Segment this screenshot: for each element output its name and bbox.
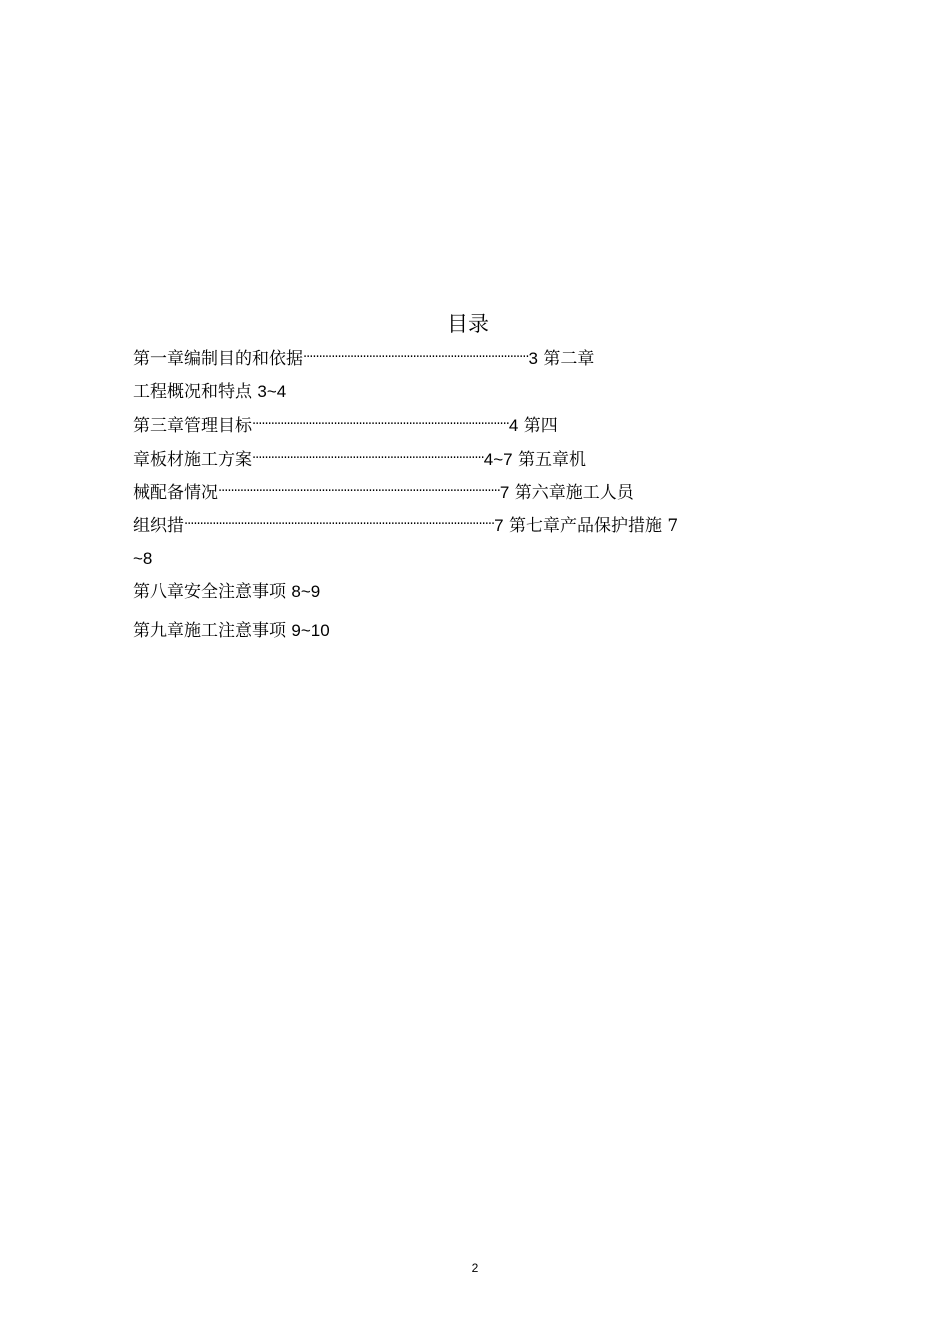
toc-line-continuation: 第四 — [518, 416, 558, 436]
toc-line — [133, 344, 594, 372]
toc-page-ref: 4~7 — [483, 450, 513, 469]
toc-line-text: 章板材施工方案 — [133, 450, 252, 470]
toc-title: 目录 — [447, 312, 489, 336]
toc-line — [133, 617, 330, 645]
toc-line — [133, 445, 586, 473]
toc-line — [133, 511, 678, 539]
toc-line-text: 第八章安全注意事项 — [133, 582, 292, 602]
toc-line-text: 第三章管理目标 — [133, 416, 252, 436]
toc-line — [133, 378, 286, 406]
toc-page-ref: 9~10 — [291, 621, 330, 640]
toc-leader-dots: ·········································································· — [252, 451, 484, 466]
toc-page-ref: ~8 — [133, 549, 153, 568]
toc-leader-dots: ········································································ — [303, 350, 529, 365]
toc-page-ref: 4 — [508, 416, 519, 435]
toc-line — [133, 578, 320, 606]
toc-line-continuation: 第五章机 — [512, 450, 587, 470]
toc-line-text: 工程概况和特点 — [133, 382, 258, 402]
toc-page-ref: 8~9 — [291, 582, 321, 601]
toc-page-ref: 3~4 — [257, 382, 287, 401]
toc-leader-dots: ··································································································· — [184, 517, 495, 532]
toc-leader-dots: ·························································································· — [218, 484, 500, 499]
toc-line-continuation: 第七章产品保护措施 7 — [503, 516, 679, 536]
toc-line — [133, 411, 558, 439]
toc-line-text: 第九章施工注意事项 — [133, 621, 292, 641]
toc-page-ref: 7 — [494, 516, 504, 535]
toc-line-text: 械配备情况 — [133, 483, 218, 503]
toc-line-text: 第一章编制目的和依据 — [133, 349, 303, 369]
toc-line — [133, 545, 152, 573]
toc-leader-dots: ·················································································· — [252, 417, 509, 432]
toc-line-continuation: 第二章 — [538, 349, 595, 369]
toc-page-ref: 7 — [499, 483, 510, 502]
toc-page-ref: 3 — [528, 349, 538, 368]
toc-line — [133, 478, 634, 506]
toc-line-continuation: 第六章施工人员 — [509, 483, 634, 503]
page-number: 2 — [471, 1261, 479, 1275]
toc-line-text: 组织措 — [133, 516, 184, 536]
